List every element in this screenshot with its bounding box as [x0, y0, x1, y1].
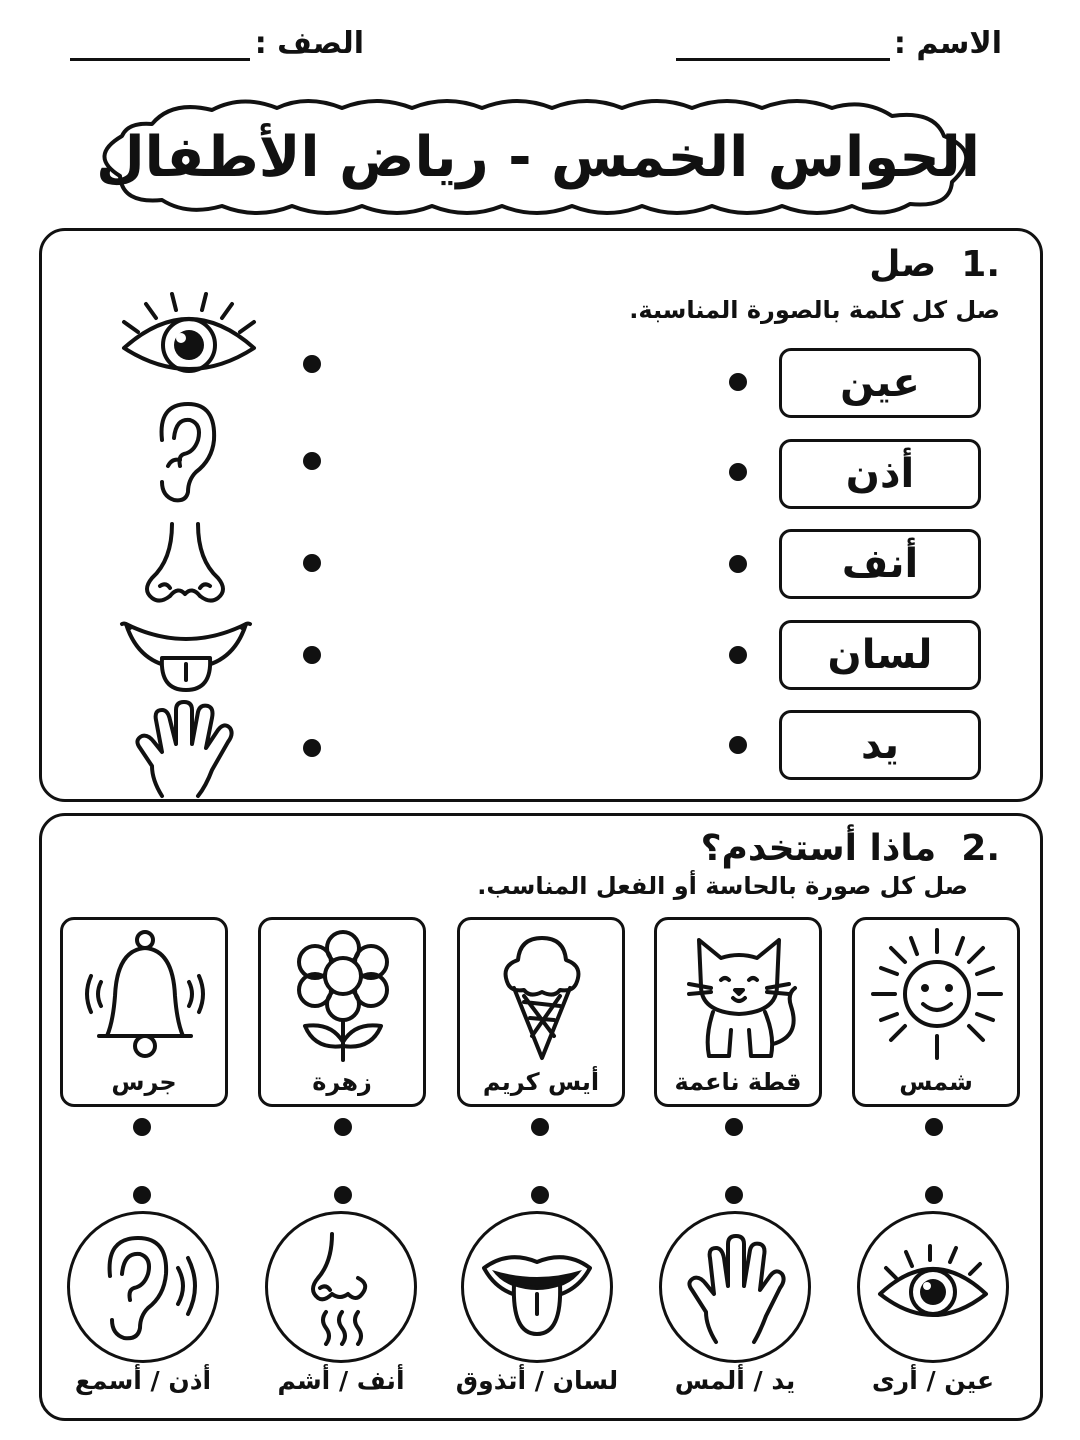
- item-dot[interactable]: [531, 1118, 549, 1136]
- section1-heading: صل: [869, 244, 937, 285]
- sense-dot[interactable]: [133, 1186, 151, 1204]
- word-dot[interactable]: [729, 463, 747, 481]
- card-label: أيس كريم: [482, 1068, 600, 1096]
- card-flower: [258, 917, 426, 1107]
- item-dot[interactable]: [925, 1118, 943, 1136]
- sense-dot[interactable]: [531, 1186, 549, 1204]
- sense-circle-tongue: [461, 1211, 613, 1363]
- page-title: الحواس الخمس - رياض الأطفال: [96, 125, 980, 190]
- tongue-icon: [478, 1228, 596, 1346]
- sense-circle-ear: [67, 1211, 219, 1363]
- item-dot[interactable]: [334, 1118, 352, 1136]
- card-cat: [654, 917, 822, 1107]
- section2-instruction: صل كل صورة بالحاسة أو الفعل المناسب.: [477, 872, 968, 900]
- card-ice-cream: [457, 917, 625, 1107]
- sense-dot[interactable]: [725, 1186, 743, 1204]
- word-box-eye: عين: [779, 348, 981, 418]
- card-label: قطة ناعمة: [674, 1068, 802, 1096]
- sense-circle-hand: [659, 1211, 811, 1363]
- sense-circle-nose: [265, 1211, 417, 1363]
- section2-number: 2.: [961, 828, 1000, 869]
- hand-icon: [676, 1228, 794, 1346]
- word-dot[interactable]: [729, 646, 747, 664]
- hand-icon: [132, 700, 234, 798]
- sense-label: لسان / أتذوق: [455, 1366, 619, 1395]
- section2-title: [701, 828, 1000, 869]
- sense-circle-eye: [857, 1211, 1009, 1363]
- section1-number: 1.: [961, 244, 1000, 285]
- class-blank[interactable]: [70, 58, 250, 61]
- section1-title: [869, 244, 1000, 285]
- ear-icon: [148, 400, 220, 504]
- card-label: زهرة: [312, 1068, 372, 1096]
- picture-dot[interactable]: [303, 646, 321, 664]
- sense-label: أذن / أسمع: [74, 1366, 212, 1395]
- word-dot[interactable]: [729, 555, 747, 573]
- ice-cream-icon: [474, 926, 610, 1062]
- picture-dot[interactable]: [303, 355, 321, 373]
- nose-icon: [282, 1228, 400, 1346]
- ear-icon: [84, 1228, 202, 1346]
- name-blank[interactable]: [676, 58, 890, 61]
- word-box-ear: أذن: [779, 439, 981, 509]
- bell-icon: [77, 926, 213, 1062]
- eye-icon: [118, 290, 260, 382]
- item-dot[interactable]: [725, 1118, 743, 1136]
- sense-label: أنف / أشم: [277, 1366, 405, 1395]
- sun-icon: [869, 926, 1005, 1062]
- sense-dot[interactable]: [334, 1186, 352, 1204]
- word-dot[interactable]: [729, 373, 747, 391]
- card-sun: [852, 917, 1020, 1107]
- item-dot[interactable]: [133, 1118, 151, 1136]
- flower-icon: [275, 926, 411, 1062]
- section1-instruction: صل كل كلمة بالصورة المناسبة.: [629, 296, 1000, 324]
- word-box-hand: يد: [779, 710, 981, 780]
- sense-label: عين / أرى: [871, 1366, 995, 1395]
- tongue-icon: [122, 614, 250, 692]
- class-label: الصف :: [254, 26, 364, 61]
- card-bell: [60, 917, 228, 1107]
- word-box-nose: أنف: [779, 529, 981, 599]
- name-label: الاسم :: [893, 26, 1002, 61]
- picture-dot[interactable]: [303, 739, 321, 757]
- cat-icon: [671, 926, 807, 1062]
- picture-dot[interactable]: [303, 452, 321, 470]
- section2-heading: ماذا أستخدم؟: [700, 828, 937, 869]
- card-label: شمس: [899, 1068, 973, 1096]
- nose-icon: [138, 520, 232, 604]
- card-label: جرس: [111, 1068, 177, 1096]
- word-box-tongue: لسان: [779, 620, 981, 690]
- word-dot[interactable]: [729, 736, 747, 754]
- eye-icon: [874, 1228, 992, 1346]
- sense-label: يد / ألمس: [674, 1366, 796, 1395]
- sense-dot[interactable]: [925, 1186, 943, 1204]
- picture-dot[interactable]: [303, 554, 321, 572]
